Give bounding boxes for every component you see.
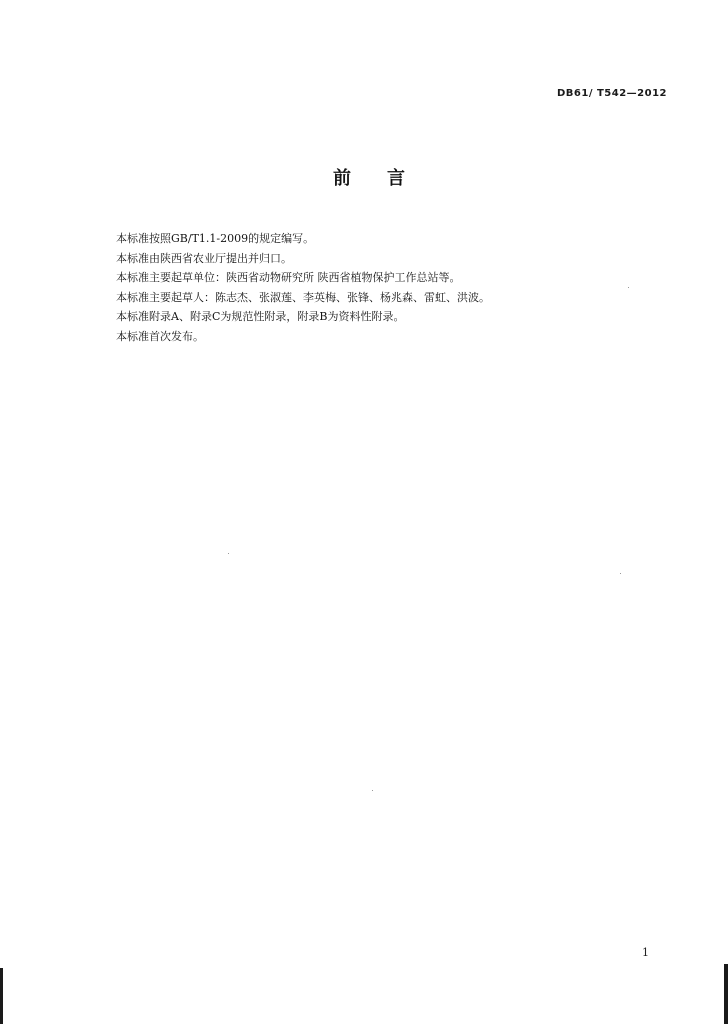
foreword-line-proposer: 本标准由陕西省农业厅提出并归口。 — [116, 251, 292, 265]
foreword-line-appendices: 本标准附录A、附录C为规范性附录，附录B为资料性附录。 — [116, 310, 405, 323]
scan-speck — [628, 287, 629, 288]
scan-edge-left — [0, 968, 3, 1024]
page-number: 1 — [642, 946, 649, 959]
scan-speck — [228, 553, 229, 554]
scan-speck — [372, 790, 373, 791]
page-title — [0, 164, 728, 190]
foreword-line-drafting-units: 本标准主要起草单位：陕西省动物研究所 陕西省植物保护工作总站等。 — [116, 271, 461, 284]
foreword-body — [116, 229, 636, 346]
scan-speck — [620, 573, 621, 574]
standard-code: DB61/ T542—2012 — [557, 88, 667, 99]
foreword-line-drafting-rules: 本标准按照GB/T1.1-2009的规定编写。 — [116, 232, 315, 245]
foreword-line-drafters: 本标准主要起草人：陈志杰、张淑莲、李英梅、张锋、杨兆森、雷虹、洪波。 — [116, 290, 490, 304]
foreword-line-first-release: 本标准首次发布。 — [116, 329, 204, 343]
title-char-2: 言 — [387, 168, 405, 189]
title-char-1: 前 — [333, 168, 351, 189]
scan-edge-right — [724, 964, 728, 1024]
